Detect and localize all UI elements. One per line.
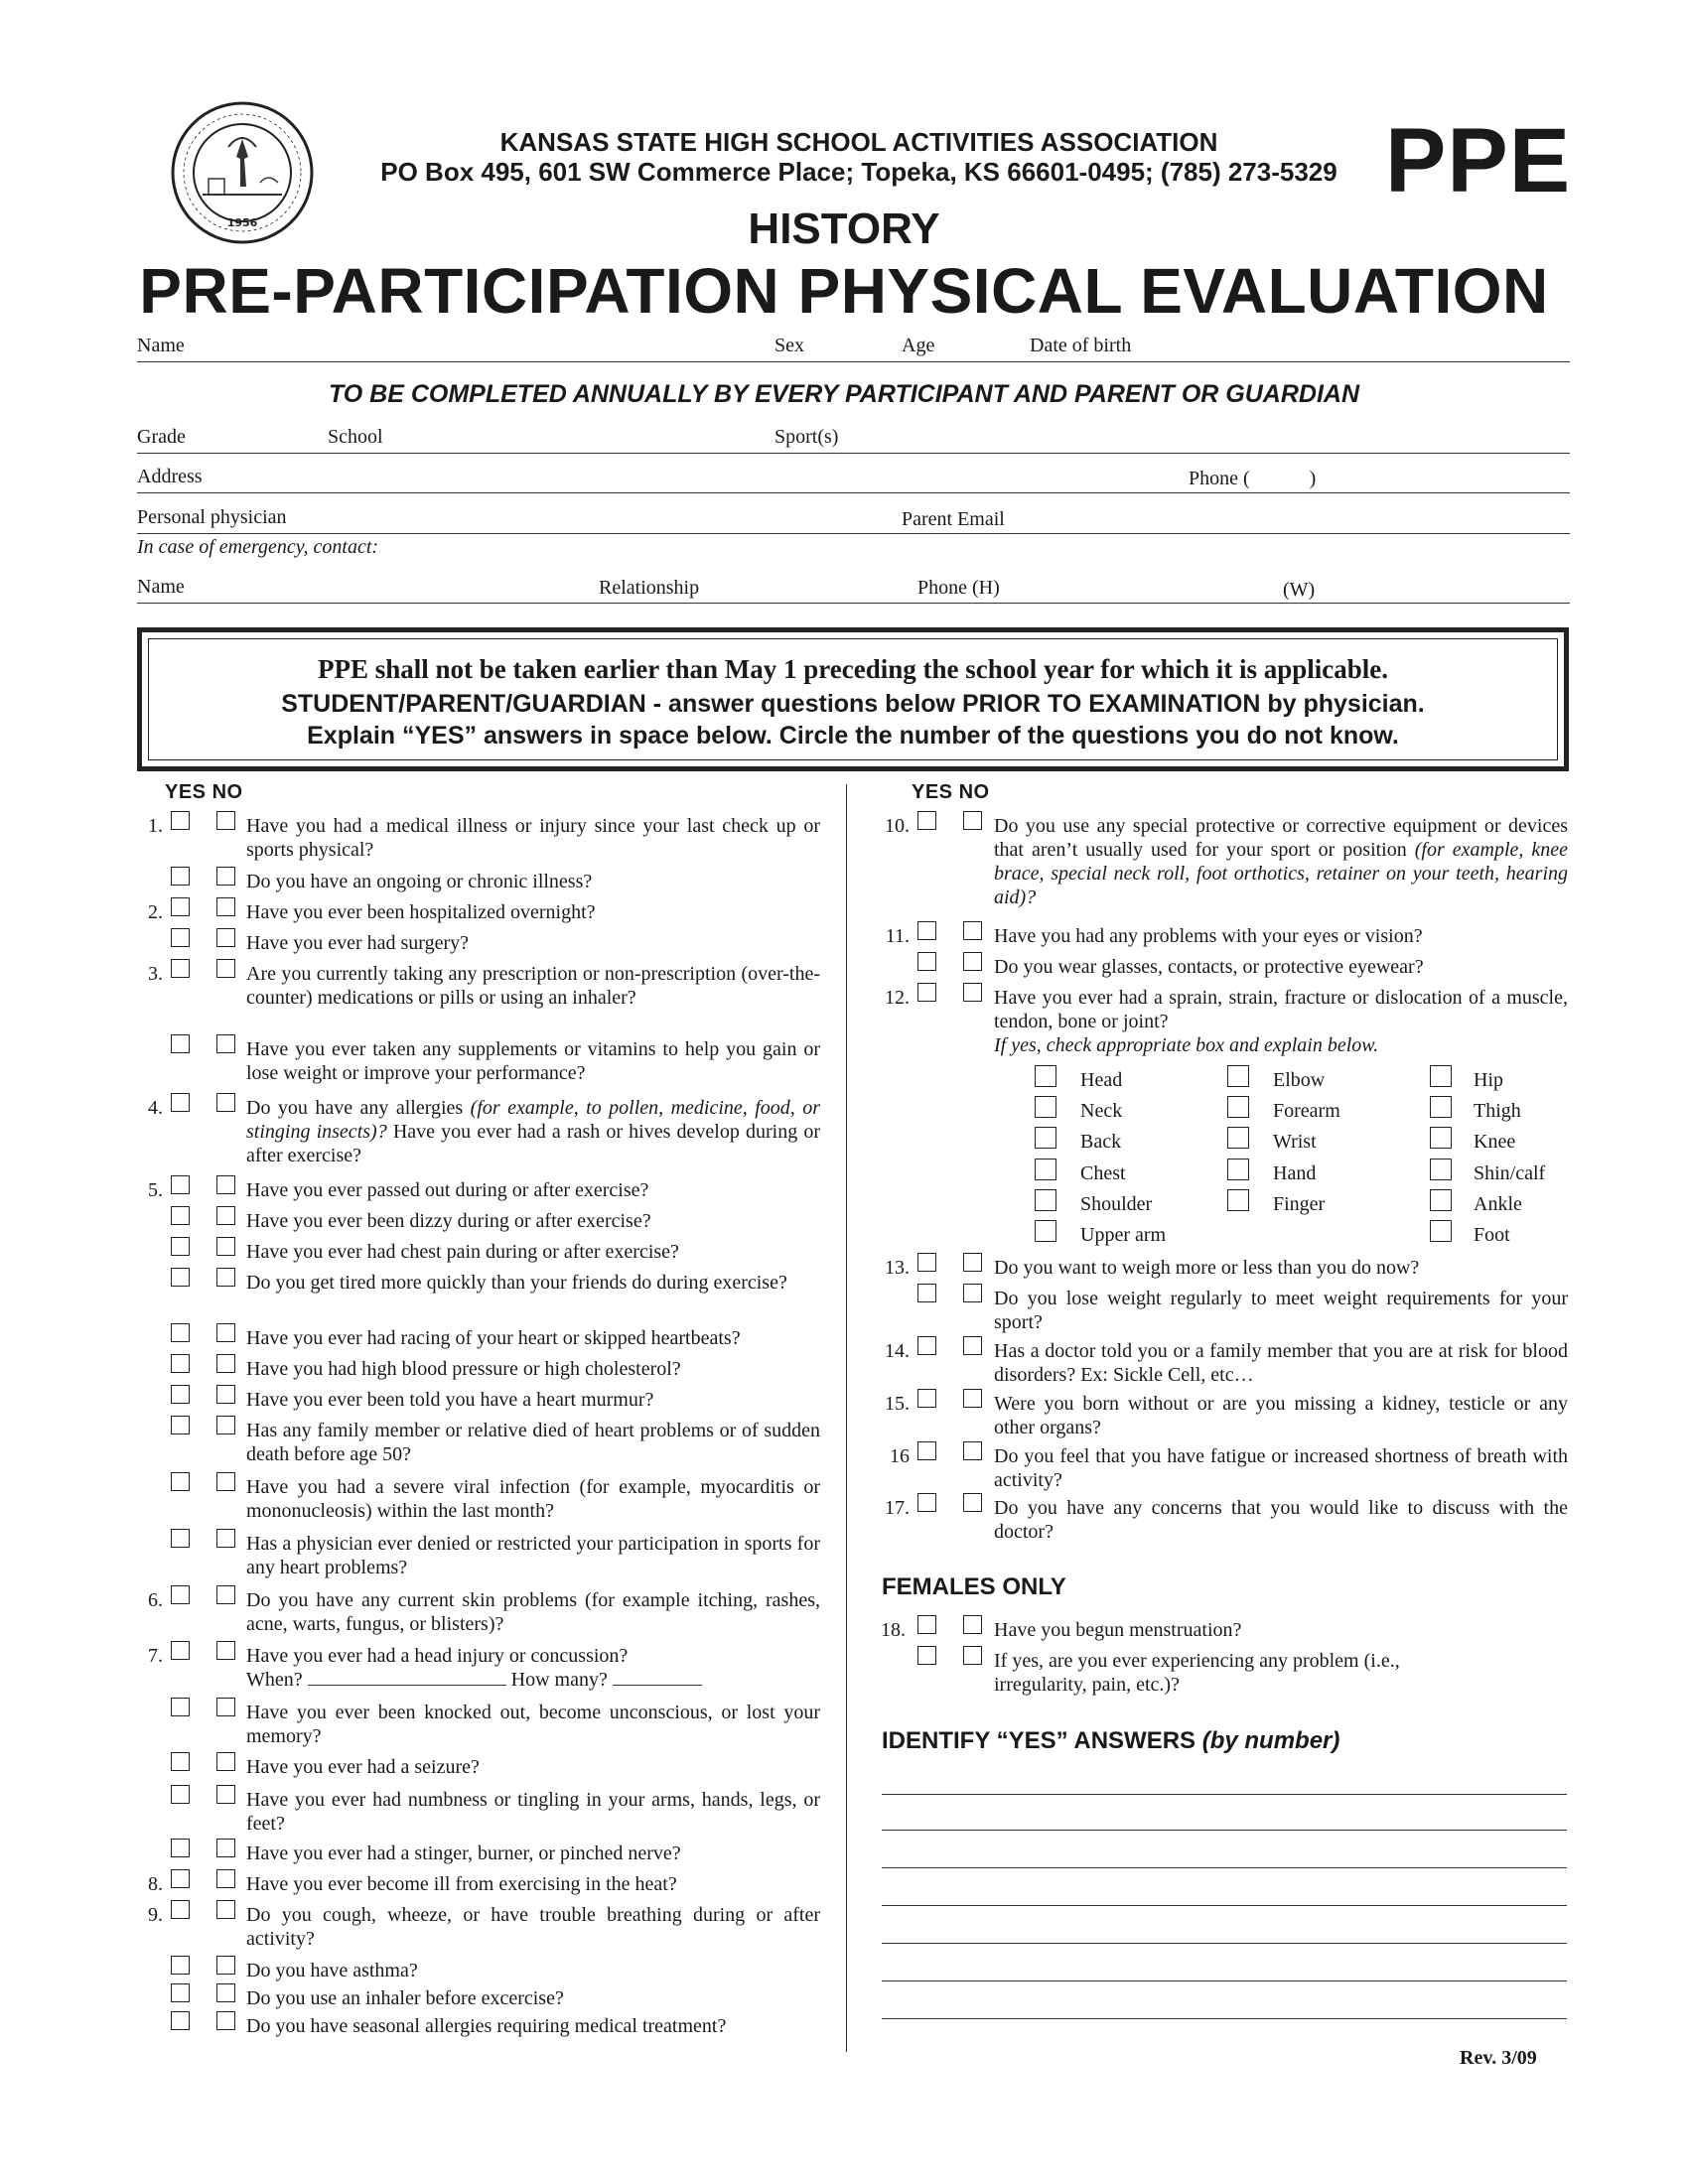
question-text: Do you have any current skin problems (for example itching, rashes, acne, warts, fungus, or blisters)? bbox=[246, 1589, 820, 1635]
question-text: Have you ever been hospitalized overnight? bbox=[246, 901, 596, 923]
school-label: School bbox=[328, 426, 383, 448]
answer-line-4[interactable] bbox=[882, 1904, 1567, 1906]
body-part-label: Shoulder bbox=[1080, 1193, 1153, 1215]
question-18-text: Have you begun menstruation? bbox=[994, 1619, 1242, 1641]
body-part-checkbox[interactable] bbox=[1035, 1220, 1056, 1242]
no-checkbox[interactable] bbox=[216, 1983, 235, 2002]
phone-home-label: Phone (H) bbox=[917, 577, 1000, 599]
concussion-when-how-many: When? How many? bbox=[246, 1668, 820, 1692]
body-part-label: Forearm bbox=[1273, 1100, 1340, 1122]
no-checkbox[interactable] bbox=[963, 983, 982, 1002]
question-text: Have you ever been knocked out, become unconscious, or lost your memory? bbox=[246, 1702, 820, 1747]
no-checkbox[interactable] bbox=[963, 811, 982, 830]
instructions-line-1: PPE shall not be taken earlier than May 1 preceding the school year for which it is applicable. bbox=[318, 654, 1388, 684]
no-checkbox[interactable] bbox=[216, 1268, 235, 1287]
females-only-heading: FEMALES ONLY bbox=[882, 1573, 1066, 1600]
question-number: 3. bbox=[148, 963, 163, 985]
question-number: 8. bbox=[148, 1873, 163, 1895]
body-part-checkbox[interactable] bbox=[1035, 1096, 1056, 1118]
no-checkbox[interactable] bbox=[963, 952, 982, 971]
body-part-checkbox[interactable] bbox=[1430, 1220, 1452, 1242]
body-part-label: Shin/calf bbox=[1474, 1162, 1546, 1184]
question-number: 13. bbox=[885, 1257, 910, 1279]
yes-checkbox[interactable] bbox=[917, 952, 936, 971]
body-part-checkbox[interactable] bbox=[1035, 1189, 1056, 1211]
no-checkbox[interactable] bbox=[963, 921, 982, 940]
body-part-checkbox[interactable] bbox=[1430, 1096, 1452, 1118]
name-field-line[interactable] bbox=[137, 360, 1570, 362]
no-checkbox[interactable] bbox=[963, 1336, 982, 1355]
instructions-box bbox=[137, 627, 1569, 771]
yes-checkbox[interactable] bbox=[171, 928, 190, 947]
question-text: Do you want to weigh more or less than you do now? bbox=[994, 1257, 1420, 1279]
yes-checkbox[interactable] bbox=[171, 1237, 190, 1256]
phone-label: Phone ( ) bbox=[1189, 468, 1317, 489]
question-text: Do you use an inhaler before excercise? bbox=[246, 1987, 564, 2009]
history-heading: HISTORY bbox=[748, 205, 940, 253]
body-part-checkbox[interactable] bbox=[1035, 1159, 1056, 1180]
no-checkbox[interactable] bbox=[963, 1284, 982, 1302]
question-18-number: 18. bbox=[881, 1619, 906, 1641]
yes-checkbox[interactable] bbox=[917, 1441, 936, 1460]
answer-line-7[interactable] bbox=[882, 2017, 1567, 2019]
question-text: Have you ever had surgery? bbox=[246, 932, 469, 954]
question-text: Do you cough, wheeze, or have trouble breathing during or after activity? bbox=[246, 1904, 820, 1950]
no-checkbox[interactable] bbox=[216, 1175, 235, 1194]
page-title: PRE-PARTICIPATION PHYSICAL EVALUATION bbox=[139, 255, 1549, 327]
body-part-label: Upper arm bbox=[1080, 1224, 1167, 1246]
phone-work-label: (W) bbox=[1283, 579, 1316, 601]
question-number: 5. bbox=[148, 1179, 163, 1201]
answer-line-2[interactable] bbox=[882, 1829, 1567, 1831]
yes-checkbox[interactable] bbox=[171, 1956, 190, 1975]
yes-checkbox[interactable] bbox=[171, 811, 190, 830]
body-part-checkbox[interactable] bbox=[1035, 1127, 1056, 1149]
question-text: Have you had a medical illness or injury since your last check up or sports physical? bbox=[246, 815, 820, 861]
question-number: 7. bbox=[148, 1645, 163, 1667]
yes-checkbox[interactable] bbox=[917, 1253, 936, 1272]
no-checkbox[interactable] bbox=[216, 1093, 235, 1112]
no-checkbox[interactable] bbox=[216, 1416, 235, 1434]
yes-checkbox[interactable] bbox=[171, 867, 190, 886]
annual-notice: TO BE COMPLETED ANNUALLY BY EVERY PARTICIPANT AND PARENT OR GUARDIAN bbox=[328, 380, 1360, 408]
yes-checkbox[interactable] bbox=[171, 897, 190, 916]
no-checkbox[interactable] bbox=[216, 2011, 235, 2030]
question-text: Do you have any allergies (for example, to pollen, medicine, food, or stinging insects)? Have you ever had a rash or hives develop during or after exercise? bbox=[246, 1097, 821, 1166]
no-checkbox[interactable] bbox=[216, 1869, 235, 1888]
no-checkbox[interactable] bbox=[216, 1385, 235, 1404]
yes-checkbox[interactable] bbox=[171, 1641, 190, 1660]
question-text: Were you born without or are you missing a kidney, testicle or any other organs? bbox=[994, 1393, 1568, 1438]
question-text: Have you had high blood pressure or high cholesterol? bbox=[246, 1358, 681, 1380]
no-checkbox[interactable] bbox=[963, 1389, 982, 1408]
yes-checkbox[interactable] bbox=[917, 983, 936, 1002]
question-text: Do you lose weight regularly to meet weight requirements for your sport? bbox=[994, 1288, 1568, 1333]
body-part-label: Thigh bbox=[1474, 1100, 1521, 1122]
body-part-label: Chest bbox=[1080, 1162, 1126, 1184]
body-part-checkbox[interactable] bbox=[1227, 1096, 1249, 1118]
address-field-line[interactable] bbox=[137, 491, 1570, 493]
question-text: Are you currently taking any prescription or non-prescription (over-the-counter) medications or pills or using an inhaler? bbox=[246, 963, 820, 1009]
sex-label: Sex bbox=[774, 335, 804, 356]
question-text: Have you ever been dizzy during or after exercise? bbox=[246, 1210, 651, 1232]
no-checkbox[interactable] bbox=[216, 1698, 235, 1716]
age-label: Age bbox=[902, 335, 935, 356]
yes-checkbox[interactable] bbox=[171, 1752, 190, 1771]
no-checkbox[interactable] bbox=[216, 1206, 235, 1225]
question-text: Have you ever had a sprain, strain, fracture or dislocation of a muscle, tendon, bone or joint? If yes, check appropriate box and explain below. bbox=[994, 987, 1568, 1056]
question-number: 15. bbox=[885, 1393, 910, 1415]
yes-checkbox[interactable] bbox=[917, 1336, 936, 1355]
no-checkbox[interactable] bbox=[216, 1529, 235, 1548]
body-part-instruction: If yes, check appropriate box and explain below. bbox=[994, 1034, 1379, 1056]
question-number: 4. bbox=[148, 1097, 163, 1119]
question-text: Have you ever had a head injury or concussion? When? How many? bbox=[246, 1644, 820, 1692]
body-part-checkbox[interactable] bbox=[1227, 1159, 1249, 1180]
question-text: Have you ever had a seizure? bbox=[246, 1756, 480, 1778]
yes-checkbox[interactable] bbox=[917, 1284, 936, 1302]
answer-line-5[interactable] bbox=[882, 1942, 1567, 1944]
no-checkbox[interactable] bbox=[216, 1641, 235, 1660]
grade-field-line[interactable] bbox=[137, 452, 1570, 454]
question-text: Do you use any special protective or corrective equipment or devices that aren’t usually used for your sport or position (for example, knee brace, special neck roll, foot orthotics, retainer on your teeth, hearing aid)? bbox=[994, 815, 1569, 908]
question-number: 16 bbox=[890, 1445, 910, 1467]
body-part-label: Wrist bbox=[1273, 1131, 1317, 1153]
no-checkbox[interactable] bbox=[216, 1472, 235, 1491]
question-text: Do you have an ongoing or chronic illness? bbox=[246, 871, 593, 892]
name-label: Name bbox=[137, 335, 185, 356]
yes-checkbox[interactable] bbox=[917, 921, 936, 940]
question-number: 14. bbox=[885, 1340, 910, 1362]
yes-checkbox[interactable] bbox=[171, 1983, 190, 2002]
no-checkbox[interactable] bbox=[216, 1585, 235, 1604]
body-part-checkbox[interactable] bbox=[1430, 1127, 1452, 1149]
ppe-label: PPE bbox=[1385, 110, 1572, 211]
body-part-label: Elbow bbox=[1273, 1069, 1326, 1091]
answer-line-1[interactable] bbox=[882, 1793, 1567, 1795]
question-number: 1. bbox=[148, 815, 163, 837]
yes-checkbox[interactable] bbox=[171, 1175, 190, 1194]
sports-label: Sport(s) bbox=[774, 426, 839, 448]
yes-checkbox[interactable] bbox=[171, 2011, 190, 2030]
no-checkbox[interactable] bbox=[216, 1785, 235, 1804]
grade-label: Grade bbox=[137, 426, 186, 448]
body-part-checkbox[interactable] bbox=[1227, 1189, 1249, 1211]
yes-checkbox[interactable] bbox=[171, 1869, 190, 1888]
answer-line-6[interactable] bbox=[882, 1979, 1567, 1981]
question-number: 6. bbox=[148, 1589, 163, 1611]
q18b-no-checkbox[interactable] bbox=[963, 1646, 982, 1665]
body-part-checkbox[interactable] bbox=[1227, 1127, 1249, 1149]
yes-checkbox[interactable] bbox=[171, 1206, 190, 1225]
instructions-line-3: Explain “YES” answers in space below. Circle the number of the questions you do not know. bbox=[307, 722, 1399, 750]
body-part-checkbox[interactable] bbox=[1035, 1065, 1056, 1087]
no-checkbox[interactable] bbox=[963, 1441, 982, 1460]
address-label: Address bbox=[137, 466, 203, 487]
relationship-label: Relationship bbox=[599, 577, 700, 599]
question-number: 12. bbox=[885, 987, 910, 1009]
no-checkbox[interactable] bbox=[216, 897, 235, 916]
question-number: 17. bbox=[885, 1497, 910, 1519]
revision-label: Rev. 3/09 bbox=[1460, 2047, 1537, 2069]
physician-label: Personal physician bbox=[137, 506, 287, 528]
body-part-label: Hip bbox=[1474, 1069, 1503, 1091]
no-checkbox[interactable] bbox=[963, 1493, 982, 1512]
physician-field-line[interactable] bbox=[137, 532, 1570, 534]
no-checkbox[interactable] bbox=[216, 1752, 235, 1771]
question-text: Have you ever had chest pain during or after exercise? bbox=[246, 1241, 679, 1263]
seal-year: 1956 bbox=[226, 216, 258, 229]
question-text: Do you wear glasses, contacts, or protective eyewear? bbox=[994, 956, 1424, 978]
emergency-label: In case of emergency, contact: bbox=[137, 536, 379, 558]
yes-checkbox[interactable] bbox=[171, 1472, 190, 1491]
yes-checkbox[interactable] bbox=[917, 1389, 936, 1408]
no-checkbox[interactable] bbox=[216, 1839, 235, 1857]
yes-no-header-left: YES NO bbox=[165, 781, 243, 803]
body-part-label: Head bbox=[1080, 1069, 1123, 1091]
yes-checkbox[interactable] bbox=[917, 1493, 936, 1512]
question-text: Have you ever had numbness or tingling in your arms, hands, legs, or feet? bbox=[246, 1789, 820, 1835]
yes-checkbox[interactable] bbox=[171, 1268, 190, 1287]
organization-address: PO Box 495, 601 SW Commerce Place; Topeka, KS 66601-0495; (785) 273-5329 bbox=[380, 157, 1337, 187]
question-text: Have you ever had racing of your heart or skipped heartbeats? bbox=[246, 1327, 741, 1349]
no-checkbox[interactable] bbox=[216, 1237, 235, 1256]
yes-checkbox[interactable] bbox=[171, 1354, 190, 1373]
no-checkbox[interactable] bbox=[216, 1323, 235, 1342]
instructions-line-2: STUDENT/PARENT/GUARDIAN - answer questions below PRIOR TO EXAMINATION by physician. bbox=[281, 690, 1425, 718]
body-part-checkbox[interactable] bbox=[1430, 1189, 1452, 1211]
body-part-checkbox[interactable] bbox=[1430, 1159, 1452, 1180]
no-checkbox[interactable] bbox=[216, 1034, 235, 1053]
question-text: Has any family member or relative died of heart problems or of sudden death before age 50? bbox=[246, 1420, 820, 1465]
question-text: Has a doctor told you or a family member that you are at risk for blood disorders? Ex: Sickle Cell, etc… bbox=[994, 1340, 1568, 1386]
dob-label: Date of birth bbox=[1030, 335, 1132, 356]
question-text: Do you have any concerns that you would like to discuss with the doctor? bbox=[994, 1497, 1568, 1543]
question-number: 2. bbox=[148, 901, 163, 923]
question-text: Do you have seasonal allergies requiring medical treatment? bbox=[246, 2015, 727, 2037]
yes-checkbox[interactable] bbox=[171, 1529, 190, 1548]
parent-email-label: Parent Email bbox=[902, 508, 1005, 530]
yes-checkbox[interactable] bbox=[171, 1385, 190, 1404]
q18-yes-checkbox[interactable] bbox=[917, 1615, 936, 1634]
yes-checkbox[interactable] bbox=[171, 1034, 190, 1053]
no-checkbox[interactable] bbox=[963, 1253, 982, 1272]
yes-checkbox[interactable] bbox=[171, 1585, 190, 1604]
no-checkbox[interactable] bbox=[216, 1354, 235, 1373]
q18-no-checkbox[interactable] bbox=[963, 1615, 982, 1634]
body-part-label: Knee bbox=[1474, 1131, 1516, 1153]
no-checkbox[interactable] bbox=[216, 959, 235, 978]
question-text: Have you had a severe viral infection (for example, myocarditis or mononucleosis) within the last month? bbox=[246, 1476, 820, 1522]
no-checkbox[interactable] bbox=[216, 867, 235, 886]
body-part-label: Ankle bbox=[1474, 1193, 1522, 1215]
question-text: Have you had any problems with your eyes or vision? bbox=[994, 925, 1423, 947]
question-text: Do you have asthma? bbox=[246, 1960, 418, 1981]
question-text: Has a physician ever denied or restricted your participation in sports for any heart problems? bbox=[246, 1533, 820, 1578]
column-divider bbox=[846, 784, 847, 2052]
body-part-label: Neck bbox=[1080, 1100, 1123, 1122]
body-part-label: Hand bbox=[1273, 1162, 1317, 1184]
yes-checkbox[interactable] bbox=[171, 959, 190, 978]
body-part-label: Foot bbox=[1474, 1224, 1510, 1246]
yes-checkbox[interactable] bbox=[171, 1785, 190, 1804]
association-seal-logo bbox=[169, 99, 316, 246]
question-text: Have you ever passed out during or after exercise? bbox=[246, 1179, 649, 1201]
question-text: Do you feel that you have fatigue or increased shortness of breath with activity? bbox=[994, 1445, 1568, 1491]
yes-checkbox[interactable] bbox=[171, 1839, 190, 1857]
answer-line-3[interactable] bbox=[882, 1866, 1567, 1868]
yes-checkbox[interactable] bbox=[171, 1900, 190, 1919]
yes-checkbox[interactable] bbox=[171, 1093, 190, 1112]
no-checkbox[interactable] bbox=[216, 928, 235, 947]
yes-checkbox[interactable] bbox=[171, 1323, 190, 1342]
body-part-label: Finger bbox=[1273, 1193, 1326, 1215]
organization-header bbox=[357, 127, 1360, 187]
yes-checkbox[interactable] bbox=[171, 1416, 190, 1434]
body-part-label: Back bbox=[1080, 1131, 1122, 1153]
question-text: Have you ever become ill from exercising in the heat? bbox=[246, 1873, 677, 1895]
emergency-name-label: Name bbox=[137, 576, 185, 598]
question-text: Have you ever had a stinger, burner, or pinched nerve? bbox=[246, 1843, 681, 1864]
question-number: 9. bbox=[148, 1904, 163, 1926]
q18b-yes-checkbox[interactable] bbox=[917, 1646, 936, 1665]
question-number: 11. bbox=[885, 925, 910, 947]
no-checkbox[interactable] bbox=[216, 1956, 235, 1975]
body-part-checkbox[interactable] bbox=[1430, 1065, 1452, 1087]
emergency-field-line[interactable] bbox=[137, 602, 1570, 604]
question-text: Do you get tired more quickly than your friends do during exercise? bbox=[246, 1272, 787, 1294]
identify-yes-heading: IDENTIFY “YES” ANSWERS (by number) bbox=[882, 1727, 1340, 1754]
yes-no-header-right: YES NO bbox=[912, 781, 990, 803]
no-checkbox[interactable] bbox=[216, 811, 235, 830]
organization-name: KANSAS STATE HIGH SCHOOL ACTIVITIES ASSOCIATION bbox=[499, 127, 1218, 157]
no-checkbox[interactable] bbox=[216, 1900, 235, 1919]
question-18b-text: If yes, are you ever experiencing any problem (i.e., irregularity, pain, etc.)? bbox=[994, 1650, 1400, 1696]
question-text: Have you ever taken any supplements or vitamins to help you gain or lose weight or improve your performance? bbox=[246, 1038, 820, 1084]
yes-checkbox[interactable] bbox=[171, 1698, 190, 1716]
body-part-checkbox[interactable] bbox=[1227, 1065, 1249, 1087]
question-text: Have you ever been told you have a heart murmur? bbox=[246, 1389, 654, 1411]
yes-checkbox[interactable] bbox=[917, 811, 936, 830]
question-number: 10. bbox=[885, 815, 910, 837]
